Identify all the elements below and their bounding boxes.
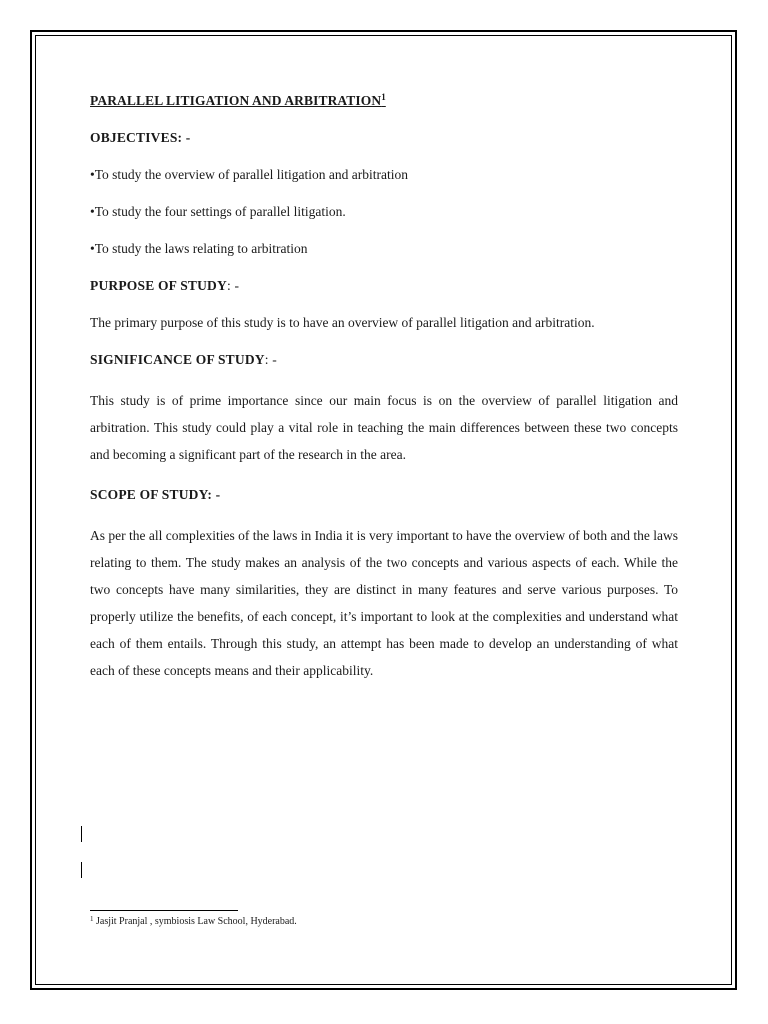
- objective-item: •To study the four settings of parallel litigation.: [90, 204, 346, 219]
- purpose-heading: [90, 276, 678, 296]
- significance-heading-text: SIGNIFICANCE OF STUDY: [90, 352, 265, 367]
- purpose-heading-text: PURPOSE OF STUDY: [90, 278, 227, 293]
- footnote-text: Jasjit Pranjal , symbiosis Law School, Hyderabad.: [93, 916, 297, 927]
- significance-heading: [90, 350, 678, 370]
- document-title: [90, 91, 678, 111]
- footnote: [90, 915, 297, 929]
- document-body: [90, 91, 678, 701]
- purpose-heading-suffix: : -: [226, 278, 240, 293]
- purpose-paragraph: The primary purpose of this study is to have an overview of parallel litigation and arbitration.: [90, 315, 595, 330]
- significance-heading-suffix: : -: [264, 352, 277, 367]
- footnote-separator: [90, 910, 238, 911]
- text-cursor: [81, 862, 82, 878]
- document-title-text: PARALLEL LITIGATION AND ARBITRATION: [90, 93, 382, 108]
- objectives-heading: OBJECTIVES: -: [90, 130, 191, 145]
- objective-item: •To study the laws relating to arbitration: [90, 241, 308, 256]
- footnote-ref: 1: [90, 915, 94, 923]
- scope-paragraph: As per the all complexities of the laws in India it is very important to have the overview of both and the laws relating to them. The study makes an analysis of the two concepts and various aspects of each. While the two concepts have many similarities, they are distinct in many features and serve various purposes. To properly utilize the benefits, of each concept, it’s important to look at the complexities and understand what each of them entails. Through this study, an attempt has been made to develop an understanding of what each of these concepts means and their applicability.: [90, 528, 678, 678]
- objective-item: •To study the overview of parallel litigation and arbitration: [90, 167, 408, 182]
- significance-paragraph: This study is of prime importance since our main focus is on the overview of parallel litigation and arbitration. This study could play a vital role in teaching the main differences between these two concepts and becoming a significant part of the research in the area.: [90, 393, 678, 462]
- scope-heading: SCOPE OF STUDY: -: [90, 487, 221, 502]
- text-cursor: [81, 826, 82, 842]
- title-footnote-ref[interactable]: 1: [381, 92, 386, 102]
